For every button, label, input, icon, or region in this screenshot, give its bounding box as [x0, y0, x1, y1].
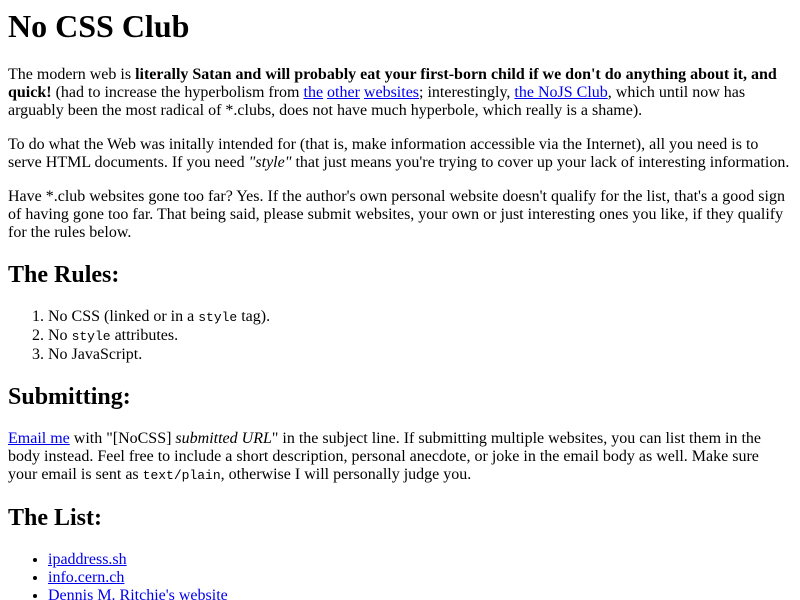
submitting-text-2: " in the subject line. If submitting multiple websites, you can list them in the body instead. Feel free to include a short description, personal anecdote, or joke in the email body as well. Make sure your email is sent as	[8, 430, 761, 483]
site-link-dennis-ritchie[interactable]: Dennis M. Ritchie's website	[48, 587, 228, 600]
site-list	[8, 551, 792, 600]
rule-1-code: style	[198, 310, 238, 325]
email-me-link[interactable]: Email me	[8, 430, 70, 447]
intro-text-2: (had to increase the hyperbolism from	[51, 84, 304, 101]
rule-item	[48, 327, 792, 346]
link-nojs-club[interactable]: the NoJS Club	[514, 84, 608, 101]
intro-paragraph	[8, 66, 792, 120]
rules-heading: The Rules:	[8, 262, 120, 288]
too-far-paragraph: Have *.club websites gone too far? Yes. If the author's own personal website doesn't qualify for the list, that's a good sign of having gone too far. That being said, please submit websites, your own or just interesting ones you like, if they qualify for the rules below.	[8, 188, 785, 241]
text-plain-code: text/plain	[142, 468, 221, 483]
style-emphasis: "style"	[248, 154, 292, 171]
rule-1-text-b: tag).	[237, 308, 271, 325]
list-heading: The List:	[8, 505, 103, 531]
rule-item	[48, 308, 792, 327]
html-text-2: that just means you're trying to cover up your lack of interesting information.	[291, 154, 790, 171]
intro-text-4: , which until now has arguably been the most radical of *.clubs, does not have much hyperbole, which really is a shame).	[8, 84, 746, 119]
intro-text-1: The modern web is	[8, 66, 136, 83]
submitted-url-emphasis: submitted URL	[175, 430, 272, 447]
intro-text-3: ; interestingly,	[419, 84, 515, 101]
rules-list	[8, 308, 792, 364]
html-paragraph	[8, 136, 792, 172]
list-item	[48, 569, 792, 587]
site-link-ipaddress[interactable]: ipaddress.sh	[48, 551, 127, 568]
link-the[interactable]: the	[303, 84, 324, 101]
rule-2-code: style	[71, 329, 111, 344]
link-other[interactable]: other	[327, 84, 360, 101]
rule-2-text-a: No	[48, 327, 72, 344]
rule-2-text-b: attributes.	[110, 327, 179, 344]
html-text-1: To do what the Web was initally intended for (that is, make information accessible via the Internet), all you need is to serve HTML documents. If you need	[8, 136, 759, 171]
site-link-info-cern[interactable]: info.cern.ch	[48, 569, 125, 586]
submitting-heading: Submitting:	[8, 384, 131, 410]
submitting-paragraph	[8, 430, 792, 485]
rule-1-text-a: No CSS (linked or in a	[48, 308, 199, 325]
intro-bold-text: literally Satan and will probably eat your first-born child if we don't do anything about it, and quick!	[8, 66, 777, 101]
submitting-text-3: , otherwise I will personally judge you.	[220, 466, 472, 483]
submitting-text-1: with "[NoCSS]	[69, 430, 176, 447]
list-item	[48, 587, 792, 600]
list-item	[48, 551, 792, 569]
rule-item: 3. No JavaScript.	[48, 346, 792, 364]
link-websites[interactable]: websites	[363, 84, 420, 101]
page-title: No CSS Club	[8, 8, 190, 44]
